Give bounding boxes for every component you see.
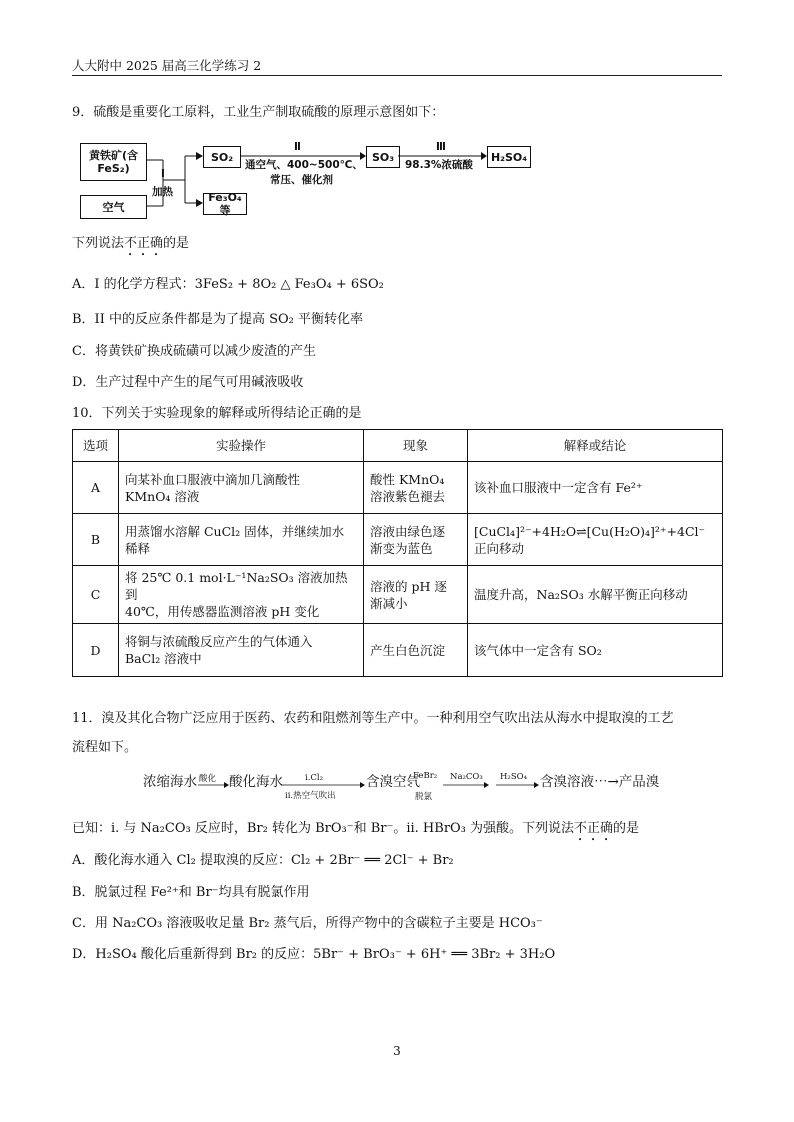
so3-box: SO₃ — [366, 146, 400, 168]
flow-bromine-air: 含溴空气 — [366, 774, 420, 790]
q9-stem: 9．硫酸是重要化工原料，工业生产制取硫酸的原理示意图如下： — [72, 105, 445, 120]
fe3o4-box: Fe₃O₄等 — [203, 193, 247, 215]
operation-line: 稀释 — [125, 540, 151, 556]
q9-option-a: A．I 的化学方程式：3FeS₂ + 8O₂ △ Fe₃O₄ + 6SO₂ — [72, 277, 384, 292]
q11-known-emphasis: 不正确 — [574, 821, 614, 836]
operation-line: 40℃，用传感器监测溶液 pH 变化 — [125, 604, 320, 619]
q11-known-end: 的是 — [613, 821, 640, 836]
q9-question-emphasis: 不正确 — [124, 236, 164, 251]
q9-option-c: C．将黄铁矿换成硫磺可以减少废渣的产生 — [72, 344, 316, 359]
flow-acidified: 酸化海水 — [229, 774, 283, 790]
flow-arrow3-top: FeBr₂ — [413, 771, 438, 781]
row-option: C — [73, 566, 119, 624]
operation-line: 将铜与浓硫酸反应产生的气体通入 — [125, 634, 313, 649]
flow-seawater: 浓缩海水 — [143, 774, 197, 790]
phenomenon-line: 溶液紫色褪去 — [370, 488, 446, 504]
q11-stem-2: 流程如下。 — [72, 740, 138, 755]
flow-arrow5-top: H₂SO₄ — [500, 772, 528, 782]
flow-arrow2-bottom: ii.热空气吹出 — [285, 791, 336, 801]
phenomenon-line: 渐减小 — [370, 595, 408, 611]
so2-box: SO₂ — [203, 146, 241, 168]
q11-stem-1: 11．溴及其化合物广泛应用于医药、农药和阻燃剂等生产中。一种利用空气吹出法从海水中提取溴的工艺 — [72, 711, 674, 726]
row-option: D — [73, 624, 119, 677]
flow-arrow1-label: 酸化 — [199, 774, 217, 784]
phenomenon-line: 渐变为蓝色 — [370, 540, 433, 556]
flow-arrow2-top: i.Cl₂ — [305, 773, 324, 783]
header-conclusion: 解释或结论 — [468, 430, 723, 462]
row-option: B — [73, 514, 119, 566]
conclusion-line: 该气体中一定含有 SO₂ — [474, 642, 602, 658]
conclusion-line: 该补血口服液中一定含有 Fe²⁺ — [474, 480, 643, 495]
header-operation: 实验操作 — [119, 430, 364, 462]
step1-label: Ⅰ — [161, 168, 165, 180]
operation-line: 用蒸馏水溶解 CuCl₂ 固体，并继续加水 — [125, 523, 345, 539]
h2so4-box: H₂SO₄ — [487, 146, 531, 168]
ore-box: 黄铁矿(含FeS₂) — [80, 143, 147, 181]
step2-label: Ⅱ — [294, 141, 301, 153]
operation-line: 将 25℃ 0.1 mol·L⁻¹Na₂SO₃ 溶液加热到 — [125, 570, 348, 602]
header-phenomenon: 现象 — [364, 430, 468, 462]
q9-option-d: D．生产过程中产生的尾气可用碱液吸收 — [72, 375, 304, 390]
q11-option-d: D．H₂SO₄ 酸化后重新得到 Br₂ 的反应：5Br⁻ + BrO₃⁻ + 6H⁺ ══ 3Br₂ + 3H₂O — [72, 947, 556, 962]
operation-line: 向某补血口服液中滴加几滴酸性 — [125, 471, 301, 487]
flow-product: 含溴溶液⋯→产品溴 — [540, 774, 660, 790]
operation-line: BaCl₂ 溶液中 — [125, 651, 202, 666]
step2-condition-2: 常压、催化剂 — [270, 174, 333, 186]
q11-option-a: A．酸化海水通入 Cl₂ 提取溴的反应：Cl₂ + 2Br⁻ ══ 2Cl⁻ + Br₂ — [72, 853, 454, 868]
step2-condition-1: 通空气、400~500℃、 — [245, 159, 363, 171]
phenomenon-line: 溶液由绿色逐 — [370, 523, 446, 539]
phenomenon-line: 酸性 KMnO₄ — [370, 471, 445, 487]
q11-option-c: C．用 Na₂CO₃ 溶液吸收足量 Br₂ 蒸气后，所得产物中的含碳粒子主要是 HCO₃⁻ — [72, 916, 543, 931]
q9-question-end: 的是 — [163, 236, 190, 251]
conclusion-line: [CuCl₄]²⁻+4H₂O⇌[Cu(H₂O)₄]²⁺+4Cl⁻ — [474, 523, 706, 539]
page-number: 3 — [393, 1044, 401, 1058]
page-header: 人大附中 2025 届高三化学练习 2 — [72, 58, 262, 73]
phenomenon-line: 产生白色沉淀 — [370, 642, 446, 658]
q9-option-b: B．II 中的反应条件都是为了提高 SO₂ 平衡转化率 — [72, 312, 363, 327]
header-option: 选项 — [73, 430, 119, 462]
air-box: 空气 — [80, 195, 147, 219]
q11-known — [72, 820, 639, 844]
phenomenon-line: 溶液的 pH 逐 — [370, 578, 447, 594]
row-option: A — [73, 462, 119, 514]
step3-label: Ⅲ — [436, 141, 446, 153]
flow-arrow4-top: Na₂CO₃ — [450, 772, 483, 782]
q11-known-text: 已知：i. 与 Na₂CO₃ 反应时，Br₂ 转化为 BrO₃⁻和 Br⁻。ii. HBrO₃ 为强酸。下列说法 — [72, 821, 575, 836]
q10-stem: 10．下列关于实验现象的解释或所得结论正确的是 — [72, 406, 362, 421]
q9-question-text: 下列说法 — [72, 236, 125, 251]
conclusion-line: 正向移动 — [474, 540, 525, 556]
step3-condition: 98.3%浓硫酸 — [405, 159, 473, 171]
step1-condition: 加热 — [152, 186, 173, 198]
operation-line: KMnO₄ 溶液 — [125, 488, 200, 504]
flow-arrow3-bottom: 脱氯 — [415, 792, 433, 802]
q11-option-b: B．脱氯过程 Fe²⁺和 Br⁻均具有脱氯作用 — [72, 885, 310, 900]
conclusion-line: 温度升高，Na₂SO₃ 水解平衡正向移动 — [474, 587, 688, 602]
